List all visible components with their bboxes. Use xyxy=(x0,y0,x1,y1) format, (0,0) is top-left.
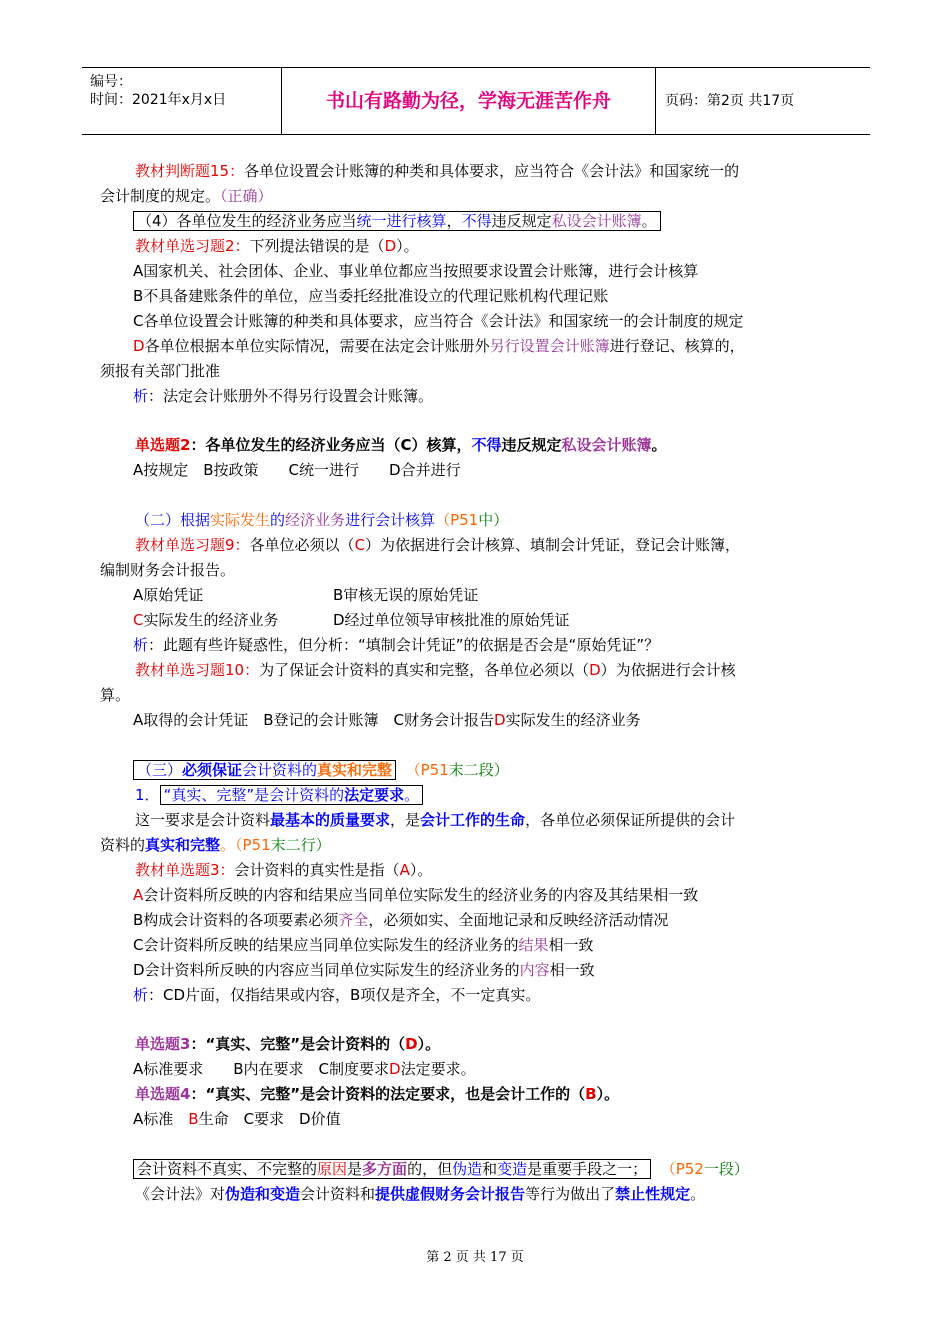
text-line: 教材单选习题9：各单位必须以（C）为依据进行会计核算、填制会计凭证，登记会计账簿， xyxy=(135,536,741,554)
header-page-label: 页码：第2页 共17页 xyxy=(665,93,795,109)
option-line: B构成会计资料的各项要素必须齐全，必须如实、全面地记录和反映经济活动情况 xyxy=(133,911,669,929)
question-tag: 教材单选题3： xyxy=(135,861,235,879)
boxed-heading: （三）必须保证会计资料的真实和完整 （P51末二段） xyxy=(133,759,509,781)
option-line: C会计资料所反映的结果应当同单位实际发生的经济业务的结果相一致 xyxy=(133,936,594,954)
section-heading: （二）根据实际发生的经济业务进行会计核算（P51中） xyxy=(135,511,509,529)
option-line: B审核无误的原始凭证 xyxy=(333,586,479,604)
answer-tag: （正确） xyxy=(220,187,273,205)
time-label: 时间：2021年x月x日 xyxy=(90,92,227,108)
question-tag: 教材单选习题9： xyxy=(135,536,250,554)
header-motto: 书山有路勤为径，学海无涯苦作舟 xyxy=(282,68,656,134)
boxed-heading: 1． “真实、完整”是会计资料的法定要求。 xyxy=(135,784,423,806)
question-tag: 单选题2 xyxy=(135,436,191,454)
text-line: 会计制度的规定。（正确） xyxy=(100,187,273,205)
text-line: 单选题2：各单位发生的经济业务应当（C）核算，不得违反规定私设会计账簿。 xyxy=(135,436,667,454)
text-line: 《会计法》对伪造和变造会计资料和提供虚假财务会计报告等行为做出了禁止性规定。 xyxy=(135,1185,706,1203)
question-tag: 教材单选习题2： xyxy=(135,237,250,255)
option-line: B不具备建账条件的单位，应当委托经批准设立的代理记账机构代理记账 xyxy=(133,287,609,305)
question-tag: 单选题3 xyxy=(135,1035,191,1053)
option-line: C实际发生的经济业务 xyxy=(133,611,279,629)
text-line: 资料的真实和完整。（P51末二行） xyxy=(100,836,331,854)
page-footer: 第 2 页 共 17 页 xyxy=(426,1250,524,1265)
text-line: 单选题4：“真实、完整”是会计资料的法定要求，也是会计工作的（B）。 xyxy=(135,1085,620,1103)
option-line: A按规定 B按政策 C统一进行 D合并进行 xyxy=(133,461,461,479)
option-line: D会计资料所反映的内容应当同单位实际发生的经济业务的内容相一致 xyxy=(133,961,595,979)
boxed-heading: （4）各单位发生的经济业务应当统一进行核算，不得违反规定私设会计账簿。 xyxy=(133,210,661,232)
analysis-line: 析：法定会计账册外不得另行设置会计账簿。 xyxy=(133,387,434,405)
option-line: D各单位根据本单位实际情况，需要在法定会计账册外另行设置会计账簿进行登记、核算的， xyxy=(133,337,745,355)
option-line: D经过单位领导审核批准的原始凭证 xyxy=(333,611,570,629)
option-line: A取得的会计凭证 B登记的会计账簿 C财务会计报告D实际发生的经济业务 xyxy=(133,711,641,729)
text-line: 教材单选习题2：下列提法错误的是（D）。 xyxy=(135,237,419,255)
text-line: 须报有关部门批准 xyxy=(100,362,221,380)
text-line: 算。 xyxy=(100,686,131,704)
question-tag: 单选题4 xyxy=(135,1085,191,1103)
question-tag: 教材判断题15： xyxy=(135,162,245,180)
text-line: 教材单选习题10：为了保证会计资料的真实和完整，各单位必须以（D）为依据进行会计核 xyxy=(135,661,736,679)
option-line: A标准 B生命 C要求 D价值 xyxy=(133,1110,341,1128)
boxed-heading: 会计资料不真实、不完整的原因是多方面的，但伪造和变造是重要手段之一； （P52一段） xyxy=(133,1158,749,1180)
text-line: 单选题3：“真实、完整”是会计资料的（D）。 xyxy=(135,1035,441,1053)
analysis-line: 析：此题有些许疑惑性，但分析：“填制会计凭证”的依据是否会是“原始凭证”？ xyxy=(133,636,660,654)
option-line: A标准要求 B内在要求 C制度要求D法定要求。 xyxy=(133,1060,476,1078)
option-line: A国家机关、社会团体、企业、事业单位都应当按照要求设置会计账簿，进行会计核算 xyxy=(133,262,699,280)
option-line: C各单位设置会计账簿的种类和具体要求，应当符合《会计法》和国家统一的会计制度的规定 xyxy=(133,312,744,330)
question-tag: 教材单选习题10： xyxy=(135,661,260,679)
text-line: 教材单选题3：会计资料的真实性是指（A）。 xyxy=(135,861,433,879)
page-header xyxy=(82,67,870,135)
text-line: 编制财务会计报告。 xyxy=(100,561,236,579)
analysis-line: 析：CD片面，仅指结果或内容，B项仅是齐全，不一定真实。 xyxy=(133,986,541,1004)
number-label: 编号： xyxy=(90,74,132,90)
option-line: A会计资料所反映的内容和结果应当同单位实际发生的经济业务的内容及其结果相一致 xyxy=(133,886,699,904)
header-info-cell xyxy=(82,68,282,134)
option-line: A原始凭证 xyxy=(133,586,204,604)
text-line: 教材判断题15：各单位设置会计账簿的种类和具体要求，应当符合《会计法》和国家统一的 xyxy=(135,162,740,180)
text-line: 这一要求是会计资料最基本的质量要求，是会计工作的生命，各单位必须保证所提供的会计 xyxy=(135,811,736,829)
